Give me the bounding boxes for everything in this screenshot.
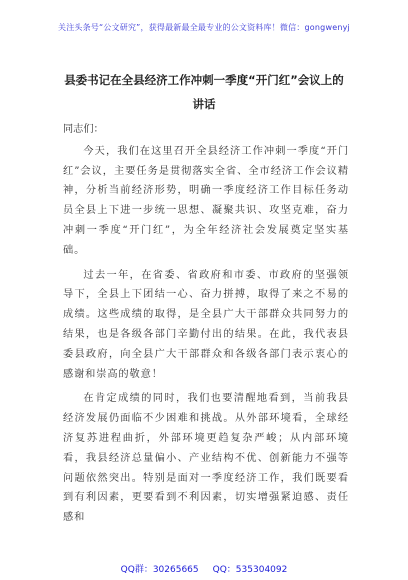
footer-qq: QQ：535304092 — [212, 565, 288, 575]
header-wechat-label: 微信： — [279, 23, 305, 32]
footer-qq-group: QQ群：30265665 — [120, 565, 199, 575]
footer-contact — [0, 562, 408, 575]
paragraph-3: 在肯定成绩的同时，我们也要清醒地看到，当前我县经济发展仍面临不少困难和挑战。从外部环境看，全球经济复苏进程曲折，外部环境更趋复杂严峻；从内部环境看，我县经济总量偏小、产业结构不优、创新能力不强等问题依然突出。特别是面对一季度经济工作，我们既要看到有利因素，更要看到不利因素，切实增强紧迫感、责任感和 — [63, 393, 349, 524]
header-promo-text: 关注头条号“公文研究”，获得最新最全最专业的公文资料库！ — [58, 23, 280, 32]
document-title-line-1: 县委书记在全县经济工作冲刺一季度“开门红”会议上的 — [64, 73, 344, 87]
header-promo-note — [0, 22, 408, 33]
header-wechat-id: gongwenyj — [304, 23, 350, 32]
document-title-line-2: 讲话 — [192, 97, 216, 111]
paragraph-1: 今天，我们在这里召开全县经济工作冲刺一季度“开门红”会议，主要任务是贯彻落实全省、全市经济工作会议精神，分析当前经济形势，明确一季度经济工作目标任务动员全县上下进一步统一思想、凝聚共识、攻坚克难，奋力冲刺一季度“开门红”，为全年经济社会发展奠定坚实基础。 — [63, 145, 349, 256]
document-title — [40, 68, 368, 116]
document-body — [63, 120, 349, 533]
salutation: 同志们： — [63, 124, 104, 135]
paragraph-2: 过去一年，在省委、省政府和市委、市政府的坚强领导下，全县上下团结一心、奋力拼搏，取得了来之不易的成绩。这些成绩的取得，是全县广大干部群众共同努力的结果，也是各级各部门辛勤付出的结果。在此，我代表县委县政府，向全县广大干部群众和各级各部门表示衷心的感谢和崇高的敬意！ — [63, 269, 349, 380]
